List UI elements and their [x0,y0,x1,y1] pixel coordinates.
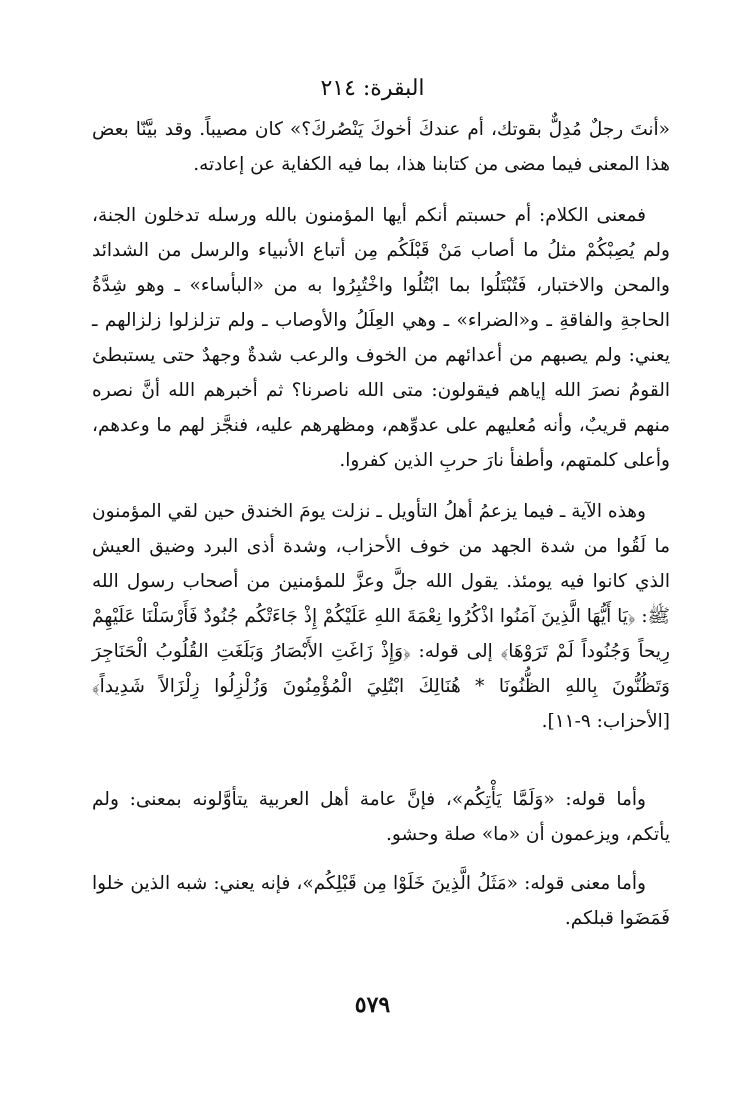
paragraph-text: وأما قوله: «وَلَمَّا يَأْتِكُم»، فإنَّ عامة أهل العربية يتأوَّلونه بمعنى: ولم يأتكم، ويزعمون أن «ما» صلة وحشو. [92,789,670,845]
paragraph-text: فمعنى الكلام: أم حسبتم أنكم أيها المؤمنون بالله ورسله تدخلون الجنة، ولم يُصِبْكُمْ مثلُ ما أصاب مَنْ قَبْلَكُم مِن أتباع الأنبياء والرسل من الشدائد والمحن والاختبار، فَتُبْتَلُوا بما ابْتُلُوا واخْتُبِرُوا به من «البأساء» ـ وهو شِدَّةُ الحاجةِ والفاقةِ ـ و«الضراء» ـ وهي العِلَلُ والأوصاب ـ ولم تزلزلوا زلزالهم ـ يعني: ولم يصبهم من أعدائهم من الخوف والرعب شدةٌ وجهدٌ حتى يستبطئ القومُ نصرَ الله إياهم فيقولون: متى الله ناصرنا؟ ثم أخبرهم الله أنَّ نصره منهم قريبٌ، وأنه مُعليهم على عدوِّهم، ومظهرهم عليه، فنجَّز لهم ما وعدهم، وأعلى كلمتهم، وأطفأ نارَ حربِ الذين كفروا. [92,205,670,471]
paragraph-text: «أنتَ رجلٌ مُدِلٌّ بقوتك، أم عندكَ أخوكَ يَنْصُركَ؟» كان مصيباً. وقد بيَّنّا بعض هذا المعنى فيما مضى من كتابنا هذا، بما فيه الكفاية عن إعادته. [92,119,670,175]
paragraph-text: وأما معنى قوله: «مَثَلُ الَّذِينَ خَلَوْا مِن قَبْلِكُم»، فإنه يعني: شبه الذين خلوا فَمَضَوا قبلكم. [92,873,670,929]
paragraph-continuation [92,112,670,182]
paragraph-lamma [92,782,670,852]
page-number: ٥٧٩ [354,992,391,1018]
paragraph-mathal [92,866,670,936]
running-header: البقرة: ٢١٤ [320,76,425,101]
paragraph-revelation [92,494,670,739]
paragraph-meaning [92,198,670,478]
paragraph-text: وهذه الآية ـ فيما يزعمُ أهلُ التأويل ـ نزلت يومَ الخندق حين لقي المؤمنون ما لَقُوا من شدة الجهد من خوف الأحزاب، وشدة أذى البرد وضيق العيش الذي كانوا فيه يومئذ. يقول الله جلَّ وعزَّ للمؤمنين من أصحاب رسول الله ﷺ: ﴿يَا أَيُّهَا الَّذِينَ آمَنُوا اذْكُرُوا نِعْمَةَ اللهِ عَلَيْكُمْ إِذْ جَاءَتْكُم جُنُودٌ فَأَرْسَلْنَا عَلَيْهِمْ رِيحاً وَجُنُوداً لَمْ تَرَوْهَا﴾ إلى قوله: ﴿وَإِذْ زَاغَتِ الأَبْصَارُ وَبَلَغَتِ القُلُوبُ الْحَنَاجِرَ وَتَظُنُّونَ بِاللهِ الظُّنُونَا * هُنَالِكَ ابْتُلِيَ الْمُؤْمِنُونَ وَزُلْزِلُوا زِلْزَالاً شَدِيداً﴾ [الأحزاب: ٩-١١]. [92,501,670,732]
